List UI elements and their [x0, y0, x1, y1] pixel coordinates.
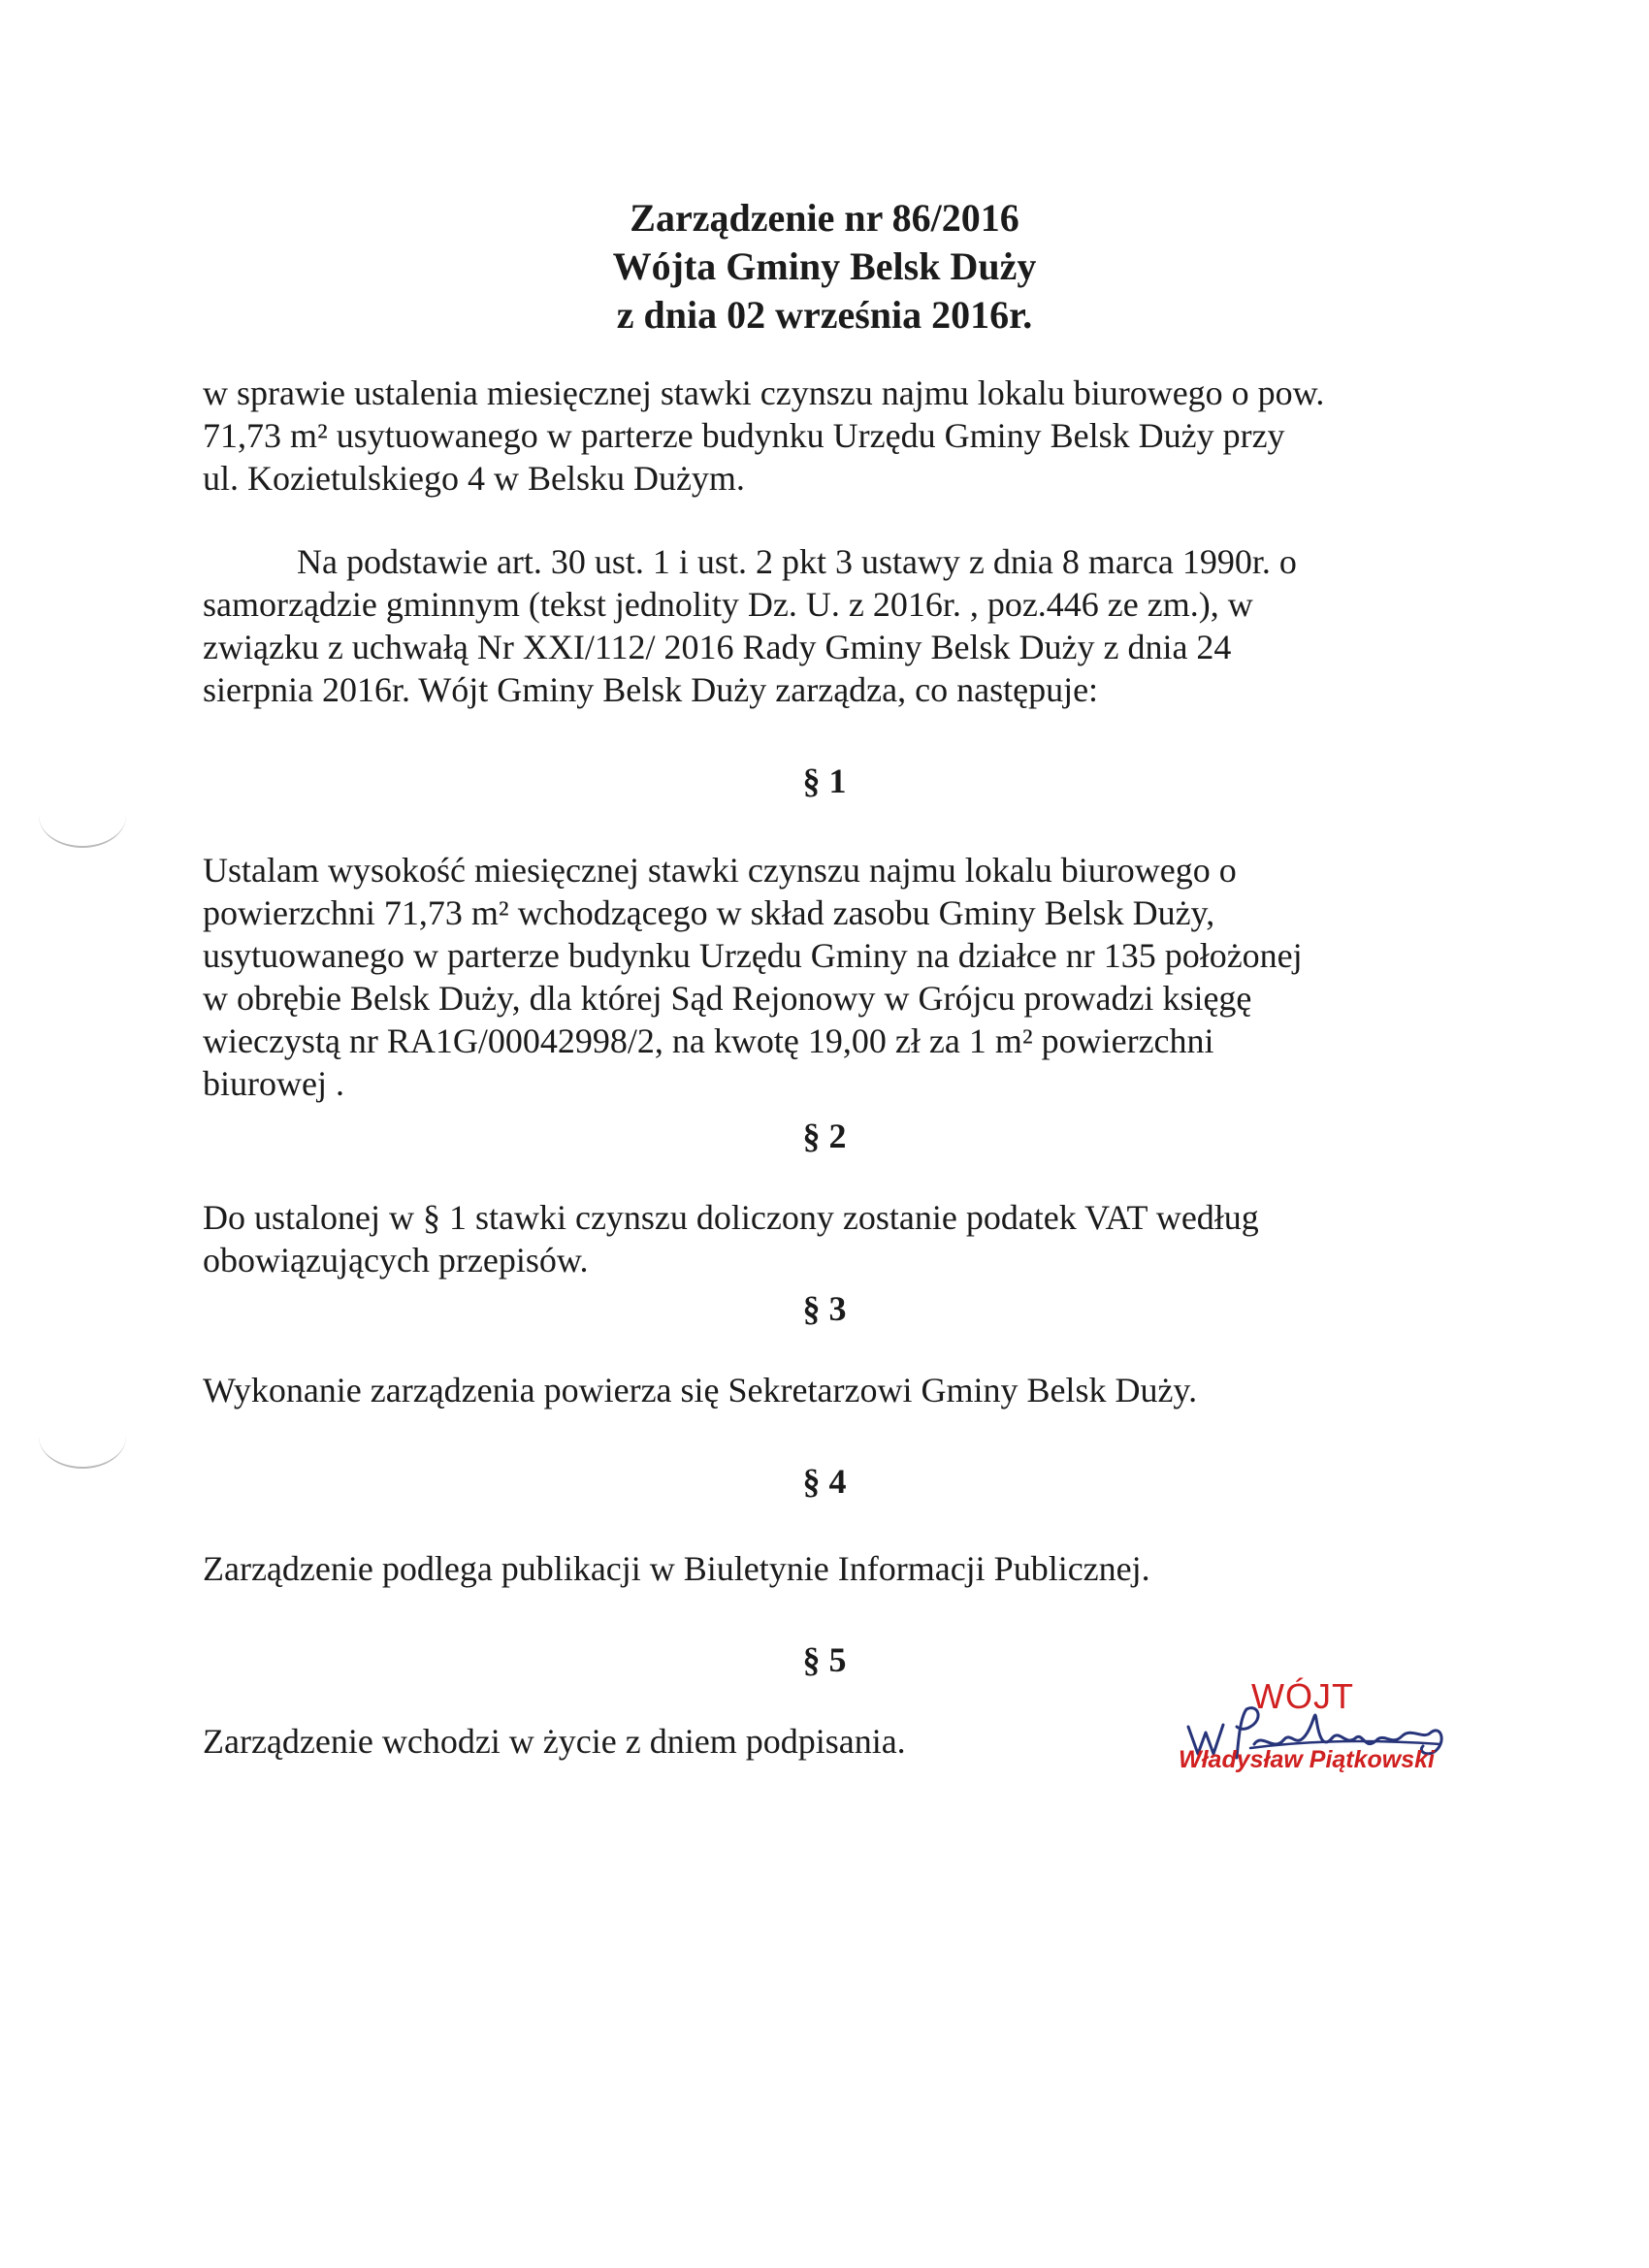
section-heading: § 1 — [802, 761, 847, 800]
section-line: biurowej . — [203, 1064, 344, 1103]
subject-line: w sprawie ustalenia miesięcznej stawki czynszu najmu lokalu biurowego o pow. — [203, 373, 1325, 412]
title-line-date: z dnia 02 września 2016r. — [616, 293, 1033, 337]
subject-line: 71,73 m² usytuowanego w parterze budynku Urzędu Gminy Belsk Duży przy — [203, 416, 1285, 455]
section-line: Zarządzenie wchodzi w życie z dniem podpisania. — [203, 1722, 906, 1761]
title-line-issuer: Wójta Gminy Belsk Duży — [612, 244, 1037, 288]
preamble-line: sierpnia 2016r. Wójt Gminy Belsk Duży zarządza, co następuje: — [203, 670, 1099, 709]
section-line: Do ustalonej w § 1 stawki czynszu doliczony zostanie podatek VAT według — [203, 1198, 1259, 1237]
section-line: wieczystą nr RA1G/00042998/2, na kwotę 19,00 zł za 1 m² powierzchni — [203, 1021, 1214, 1060]
section-heading: § 4 — [802, 1462, 847, 1501]
section-line: Wykonanie zarządzenia powierza się Sekretarzowi Gminy Belsk Duży. — [203, 1371, 1198, 1409]
title-line-number: Zarządzenie nr 86/2016 — [630, 196, 1019, 240]
section-line: Zarządzenie podlega publikacji w Biuletynie Informacji Publicznej. — [203, 1549, 1150, 1588]
subject-line: ul. Kozietulskiego 4 w Belsku Dużym. — [203, 459, 745, 498]
section-line: powierzchni 71,73 m² wchodzącego w skład zasobu Gminy Belsk Duży, — [203, 893, 1215, 932]
preamble-line: związku z uchwałą Nr XXI/112/ 2016 Rady Gminy Belsk Duży z dnia 24 — [203, 628, 1232, 666]
preamble-line: samorządzie gminnym (tekst jednolity Dz. U. z 2016r. , poz.446 ze zm.), w — [203, 585, 1253, 624]
section-heading: § 2 — [802, 1117, 847, 1155]
preamble-line: Na podstawie art. 30 ust. 1 i ust. 2 pkt 3 ustawy z dnia 8 marca 1990r. o — [297, 542, 1297, 581]
stamp-name: Władysław Piątkowski — [1179, 1746, 1435, 1773]
section-line: w obrębie Belsk Duży, dla której Sąd Rejonowy w Grójcu prowadzi księgę — [203, 979, 1252, 1018]
section-line: Ustalam wysokość miesięcznej stawki czynszu najmu lokalu biurowego o — [203, 851, 1237, 890]
punch-hole-mark — [39, 1405, 126, 1469]
official-stamp — [1169, 1669, 1460, 1795]
section-heading: § 3 — [802, 1289, 847, 1328]
section-heading: § 5 — [802, 1640, 847, 1679]
stamp-title: WÓJT — [1251, 1676, 1354, 1716]
handwritten-signature — [1169, 1669, 1460, 1795]
document-title — [0, 194, 1649, 340]
section-line: usytuowanego w parterze budynku Urzędu Gminy na działce nr 135 położonej — [203, 936, 1303, 975]
section-line: obowiązujących przepisów. — [203, 1241, 589, 1280]
